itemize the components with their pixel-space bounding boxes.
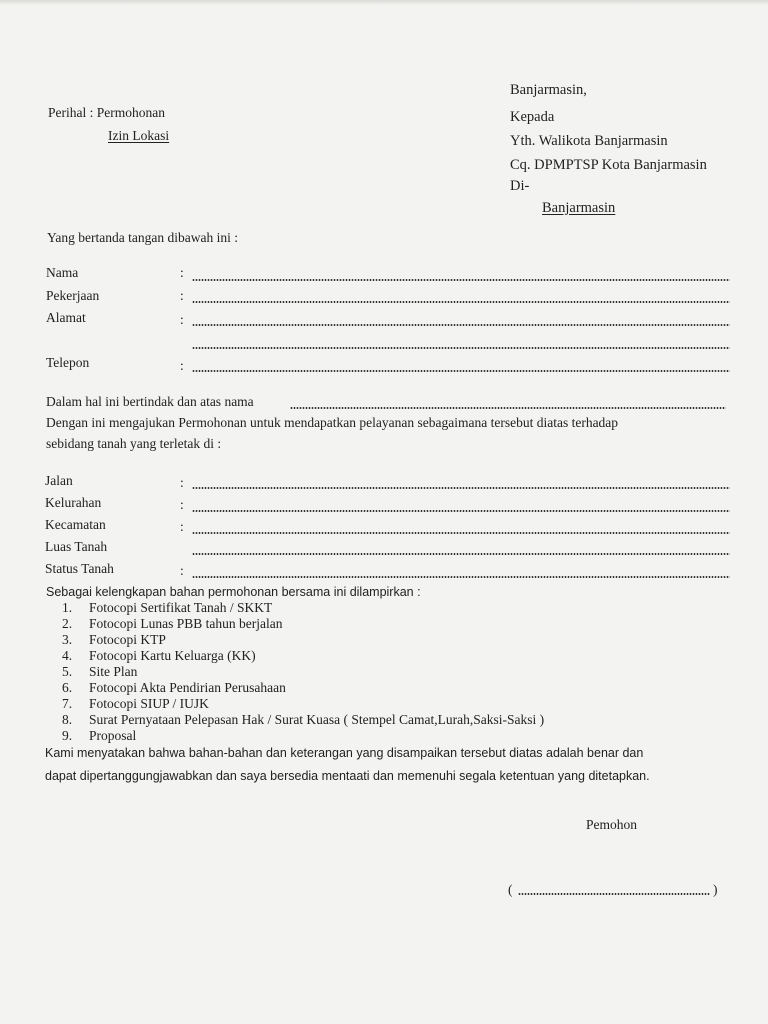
- recipient-cq: Cq. DPMPTSP Kota Banjarmasin: [510, 157, 707, 173]
- colon: :: [180, 563, 184, 578]
- attachment-item: Site Plan: [89, 664, 138, 679]
- nama-fill-line[interactable]: [192, 279, 730, 281]
- label-luas-tanah: Luas Tanah: [45, 539, 108, 554]
- list-number: 9.: [62, 728, 73, 743]
- recipient-yth: Yth. Walikota Banjarmasin: [510, 133, 668, 149]
- kelurahan-fill-line[interactable]: [192, 510, 730, 512]
- list-number: 3.: [62, 632, 73, 647]
- perihal-line1: Perihal : Permohonan: [48, 105, 165, 120]
- intro-text: Yang bertanda tangan dibawah ini :: [47, 230, 238, 245]
- attachment-item: Fotocopi Sertifikat Tanah / SKKT: [89, 600, 273, 615]
- list-number: 1.: [62, 600, 73, 615]
- colon: :: [180, 288, 184, 303]
- status-fill-line[interactable]: [192, 576, 730, 578]
- alamat-fill-line[interactable]: [192, 324, 730, 326]
- list-number: 7.: [62, 696, 73, 711]
- colon: :: [180, 312, 184, 327]
- pemohon-label: Pemohon: [586, 817, 638, 832]
- attachment-item: Surat Pernyataan Pelepasan Hak / Surat Kuasa ( Stempel Camat,Lurah,Saksi-Saksi ): [89, 712, 545, 727]
- statement-line-2: dapat dipertanggungjawabkan dan saya bersedia mentaati dan memenuhi segala ketentuan yang ditetapkan.: [45, 769, 650, 783]
- attachments-intro: Sebagai kelengkapan bahan permohonan bersama ini dilampirkan :: [46, 585, 421, 599]
- colon: :: [180, 475, 184, 490]
- colon: :: [180, 497, 184, 512]
- attachment-item: Fotocopi Kartu Keluarga (KK): [89, 648, 256, 663]
- list-number: 2.: [62, 616, 73, 631]
- telepon-fill-line[interactable]: [192, 370, 730, 372]
- attachment-item: Fotocopi Lunas PBB tahun berjalan: [89, 616, 283, 631]
- acting-fill-line[interactable]: [290, 407, 726, 409]
- attachment-item: Proposal: [89, 728, 137, 743]
- request-line-1: Dengan ini mengajukan Permohonan untuk mendapatkan pelayanan sebagaimana tersebut diatas terhadap: [46, 415, 619, 430]
- perihal-line2: Izin Lokasi: [108, 128, 170, 143]
- list-number: 4.: [62, 648, 73, 663]
- attachment-item: Fotocopi SIUP / IUJK: [89, 696, 209, 711]
- recipient-di: Di-: [510, 178, 530, 194]
- label-jalan: Jalan: [45, 473, 73, 488]
- colon: :: [180, 519, 184, 534]
- colon: :: [180, 265, 184, 280]
- scan-edge: [0, 0, 768, 5]
- signature-name-line[interactable]: [518, 893, 710, 895]
- kepada-label: Kepada: [510, 109, 555, 125]
- colon: :: [180, 358, 184, 373]
- acting-label: Dalam hal ini bertindak dan atas nama: [46, 394, 254, 409]
- label-status-tanah: Status Tanah: [45, 561, 114, 576]
- pekerjaan-fill-line[interactable]: [192, 301, 730, 303]
- label-nama: Nama: [46, 265, 79, 280]
- signature-close-paren: ): [713, 882, 718, 897]
- recipient-city: Banjarmasin: [542, 200, 616, 216]
- label-pekerjaan: Pekerjaan: [46, 288, 100, 303]
- signature-open-paren: (: [508, 882, 513, 897]
- city-date: Banjarmasin,: [510, 82, 587, 98]
- label-alamat: Alamat: [46, 310, 86, 325]
- attachment-item: Fotocopi Akta Pendirian Perusahaan: [89, 680, 286, 695]
- attachment-item: Fotocopi KTP: [89, 632, 166, 647]
- label-kelurahan: Kelurahan: [45, 495, 102, 510]
- list-number: 6.: [62, 680, 73, 695]
- request-line-2: sebidang tanah yang terletak di :: [46, 436, 222, 451]
- luas-fill-line[interactable]: [192, 553, 730, 555]
- list-number: 8.: [62, 712, 73, 727]
- alamat-fill-line-2[interactable]: [192, 347, 730, 349]
- label-telepon: Telepon: [46, 355, 90, 370]
- statement-line-1: Kami menyatakan bahwa bahan-bahan dan keterangan yang disampaikan tersebut diatas adalah benar dan: [45, 746, 644, 760]
- kecamatan-fill-line[interactable]: [192, 532, 730, 534]
- label-kecamatan: Kecamatan: [45, 517, 106, 532]
- list-number: 5.: [62, 664, 73, 679]
- jalan-fill-line[interactable]: [192, 487, 730, 489]
